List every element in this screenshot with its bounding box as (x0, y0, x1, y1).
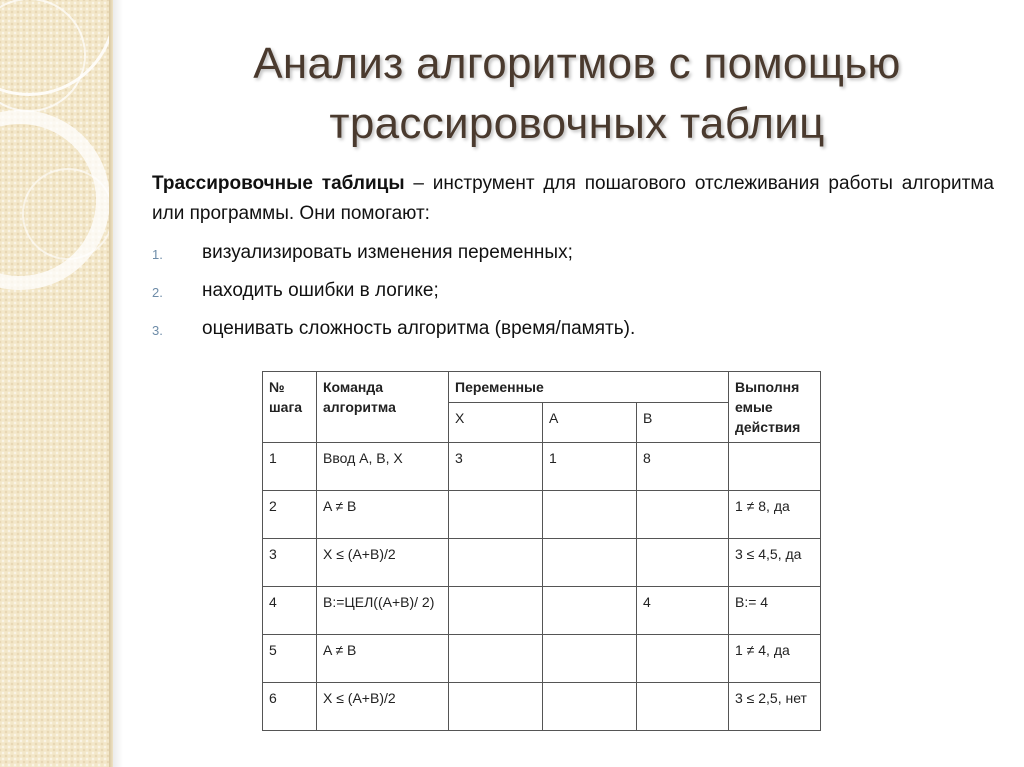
decorative-side-band (0, 0, 112, 767)
header-command: Команда алгоритма (317, 372, 449, 443)
table-row (263, 491, 821, 539)
list-number: 1. (152, 247, 163, 262)
cell-step: 3 (263, 539, 317, 587)
cell-b (637, 491, 729, 539)
cell-b: 4 (637, 587, 729, 635)
table-row (263, 683, 821, 731)
table-header-row (263, 372, 821, 403)
cell-command: A ≠ B (317, 491, 449, 539)
cell-command: A ≠ B (317, 635, 449, 683)
cell-a (543, 491, 637, 539)
cell-step: 2 (263, 491, 317, 539)
cell-x (449, 683, 543, 731)
cell-b (637, 635, 729, 683)
cell-a: 1 (543, 443, 637, 491)
table-row (263, 539, 821, 587)
cell-x: 3 (449, 443, 543, 491)
intro-text: – инструмент для пошагового отслеживания работы алгоритма или программы. Они помогают: (152, 173, 994, 224)
cell-x (449, 587, 543, 635)
header-var-b: B (637, 403, 729, 443)
intro-term: Трассировочные таблицы (152, 173, 405, 194)
cell-step: 1 (263, 443, 317, 491)
trace-table (262, 371, 821, 731)
list-text: визуализировать изменения переменных; (202, 242, 573, 263)
list-text: находить ошибки в логике; (202, 280, 439, 301)
list-item (152, 240, 994, 278)
cell-command: X ≤ (A+B)/2 (317, 539, 449, 587)
cell-b (637, 683, 729, 731)
list-text: оценивать сложность алгоритма (время/память). (202, 318, 636, 339)
cell-action: B:= 4 (729, 587, 821, 635)
decorative-ring (22, 168, 112, 260)
cell-step: 6 (263, 683, 317, 731)
cell-action: 1 ≠ 8, да (729, 491, 821, 539)
slide-title: Анализ алгоритмов с помощью трассировочных таблиц (253, 39, 901, 148)
list-number: 3. (152, 323, 163, 338)
cell-a (543, 539, 637, 587)
header-var-x: X (449, 403, 543, 443)
cell-command: X ≤ (A+B)/2 (317, 683, 449, 731)
cell-action (729, 443, 821, 491)
table-row (263, 635, 821, 683)
cell-a (543, 683, 637, 731)
cell-x (449, 539, 543, 587)
header-variables: Переменные (449, 372, 729, 403)
table-row (263, 587, 821, 635)
cell-action: 3 ≤ 4,5, да (729, 539, 821, 587)
cell-a (543, 587, 637, 635)
header-actions: Выполня емые действия (729, 372, 821, 443)
benefits-list (152, 240, 994, 354)
cell-b: 8 (637, 443, 729, 491)
table-row (263, 443, 821, 491)
list-number: 2. (152, 285, 163, 300)
header-var-a: A (543, 403, 637, 443)
band-shadow (113, 0, 123, 767)
cell-x (449, 491, 543, 539)
cell-step: 4 (263, 587, 317, 635)
header-step: № шага (263, 372, 317, 443)
cell-action: 1 ≠ 4, да (729, 635, 821, 683)
list-item (152, 316, 994, 354)
list-item (152, 278, 994, 316)
cell-b (637, 539, 729, 587)
cell-command: Ввод A, B, X (317, 443, 449, 491)
cell-step: 5 (263, 635, 317, 683)
cell-a (543, 635, 637, 683)
cell-command: B:=ЦЕЛ((A+B)/ 2) (317, 587, 449, 635)
cell-x (449, 635, 543, 683)
cell-action: 3 ≤ 2,5, нет (729, 683, 821, 731)
intro-paragraph (152, 169, 994, 229)
